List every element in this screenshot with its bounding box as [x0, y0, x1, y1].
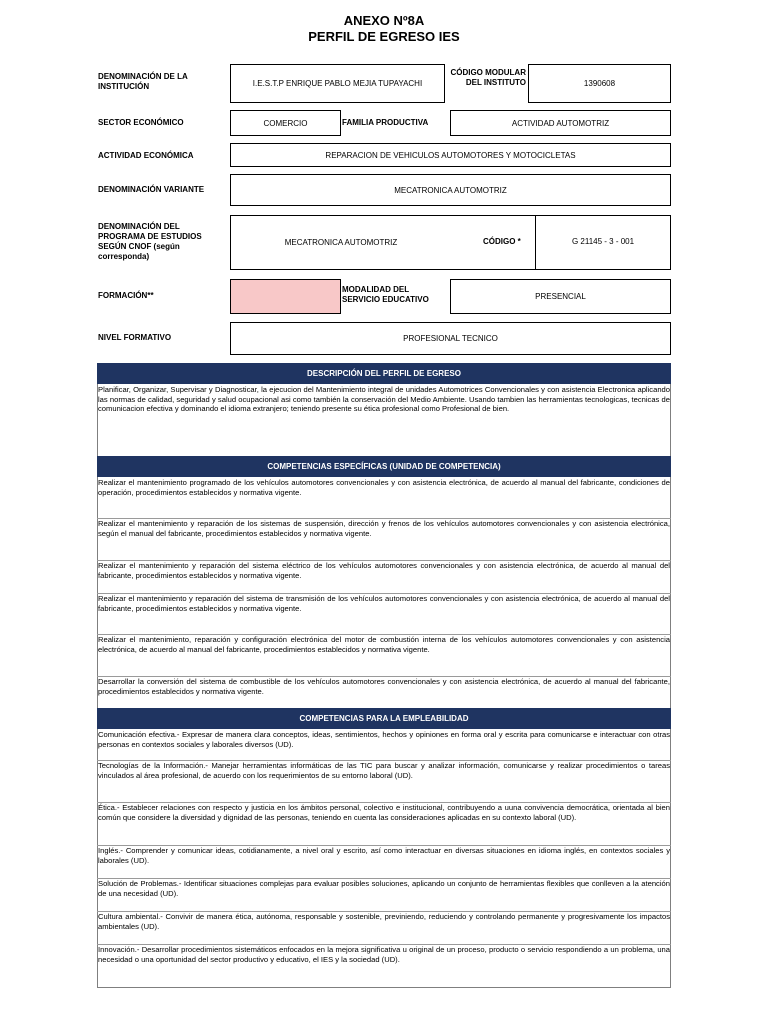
- institucion-field: I.E.S.T.P ENRIQUE PABLO MEJIA TUPAYACHI: [230, 64, 445, 103]
- institucion-label: DENOMINACIÓN DE LA INSTITUCIÓN: [98, 72, 188, 91]
- document-title: ANEXO Nº8A: [343, 13, 425, 28]
- codigo-modular-label: CÓDIGO MODULAR DEL INSTITUTO: [450, 68, 526, 87]
- formacion-label: FORMACIÓN**: [98, 291, 154, 300]
- codigo-modular-field: 1390608: [528, 64, 671, 103]
- codigo-label: CÓDIGO *: [483, 237, 521, 246]
- formacion-field: [230, 279, 341, 314]
- empleabilidad-item: Ética.- Establecer relaciones con respecto y justicia en los ámbitos personal, colectivo e institucional, contribuyendo a uuna convivencia democrática, orientada al bien común que considere la diversidad y dignidad de las personas, teniendo en cuenta las consideraciones aplicadas en su contexto laboral (UD).: [97, 802, 671, 845]
- empleabilidad-item: Inglés.- Comprender y comunicar ideas, cotidianamente, a nivel oral y escrito, así como interactuar en diversas situaciones en idioma inglés, en contextos sociales y laborales (UD).: [97, 845, 671, 878]
- empleabilidad-item: Solución de Problemas.- Identificar situaciones complejas para evaluar posibles soluciones, aplicando un conjunto de herramientas flexibles que conlleven a la atención de una necesidad (UD).: [97, 878, 671, 911]
- programa-field: MECATRONICA AUTOMOTRIZ: [284, 238, 398, 247]
- especificas-header: COMPETENCIAS ESPECÍFICAS (UNIDAD DE COMPETENCIA): [97, 456, 671, 477]
- especifica-item: Realizar el mantenimiento y reparación del sistema eléctrico de los vehículos automotores convencionales y con asistencia electrónica, de acuerdo al manual del fabricante, procedimientos establecidos y normativa vigente.: [97, 560, 671, 593]
- especifica-item: Realizar el mantenimiento programado de los vehículos automotores convencionales y con asistencia electrónica, de acuerdo al manual del fabricante, condiciones de operación, procedimientos establecidos y normativa vigente.: [98, 478, 670, 497]
- nivel-field: PROFESIONAL TECNICO: [230, 322, 671, 355]
- programa-label: DENOMINACIÓN DEL PROGRAMA DE ESTUDIOS SEGÚN CNOF (según corresponda): [98, 222, 202, 261]
- especifica-item: Realizar el mantenimiento, reparación y configuración electrónica del motor de combustión interna de los vehículos automotores convencionales y con asistencia electrónica, de acuerdo al manual del fabricante, procedimientos establecidos y normativa vigente.: [97, 634, 671, 676]
- familia-field: ACTIVIDAD AUTOMOTRIZ: [450, 110, 671, 136]
- especifica-item: Realizar el mantenimiento y reparación del sistema de transmisión de los vehículos automotores convencionales y con asistencia electrónica, de acuerdo al manual del fabricante, procedimientos establecidos y normativa vigente.: [97, 593, 671, 634]
- actividad-field: REPARACION DE VEHICULOS AUTOMOTORES Y MOTOCICLETAS: [230, 143, 671, 167]
- empleabilidad-item: Comunicación efectiva.- Expresar de manera clara conceptos, ideas, sentimientos, hechos y opiniones en forma oral y escrita para comunicarse e interactuar con otras personas en contextos sociales y laborales diversos (UD).: [98, 730, 670, 749]
- actividad-label: ACTIVIDAD ECONÓMICA: [98, 151, 194, 160]
- empleabilidad-item: Tecnologías de la Información.- Manejar herramientas informáticas de las TIC para buscar y analizar información, comunicarse y realizar procedimientos o tareas vinculados al área profesional, de acuerdo con los requerimientos de su entorno laboral (UD).: [97, 760, 671, 802]
- empleabilidad-item: Innovación.- Desarrollar procedimientos sistemáticos enfocados en la mejora significativa u original de un proceso, producto o servicio respondiendo a un problema, una necesidad o una oportunidad del sector productivo y educativo, el IES y la sociedad (UD).: [97, 944, 671, 988]
- variante-label: DENOMINACIÓN VARIANTE: [98, 185, 205, 194]
- especifica-item: Realizar el mantenimiento y reparación de los sistemas de suspensión, dirección y frenos de los vehículos automotores convencionales y con asistencia electrónica, según el manual del fabricante, procedimientos establecidos y normativa vigente.: [97, 518, 671, 560]
- empleabilidad-item: Cultura ambiental.- Convivir de manera ética, autónoma, responsable y sostenible, previniendo, reduciendo y controlando permanente y progresivamente los impactos ambientales (UD).: [97, 911, 671, 944]
- modalidad-label: MODALIDAD DEL SERVICIO EDUCATIVO: [342, 285, 429, 304]
- modalidad-field: PRESENCIAL: [450, 279, 671, 314]
- sector-field: COMERCIO: [230, 110, 341, 136]
- familia-label: FAMILIA PRODUCTIVA: [342, 118, 429, 127]
- codigo-field: G 21145 - 3 - 001: [571, 237, 635, 246]
- empleabilidad-header: COMPETENCIAS PARA LA EMPLEABILIDAD: [97, 708, 671, 729]
- perfil-text: Planificar, Organizar, Supervisar y Diagnosticar, la ejecucion del Mantenimiento integral de unidades Automotrices Convencionales y con asistencia Electronica aplicando las normas de calidad, seguridad y salud ocupacional asi como también la conservación del Medio Ambiente. Usando tambien las herramientas tecnologicas, tecnicas de comunicacion efectiva y dominando el idioma extranjero; teniendo presente su ética profesional como Profesional de bien.: [98, 385, 670, 414]
- perfil-header: DESCRIPCIÓN DEL PERFIL DE EGRESO: [97, 363, 671, 384]
- document-subtitle: PERFIL DE EGRESO IES: [308, 29, 460, 44]
- sector-label: SECTOR ECONÓMICO: [98, 118, 184, 127]
- nivel-label: NIVEL FORMATIVO: [98, 333, 172, 342]
- variante-field: MECATRONICA AUTOMOTRIZ: [230, 174, 671, 206]
- especifica-item: Desarrollar la conversión del sistema de combustible de los vehículos automotores convencionales y con asistencia electrónica, de acuerdo al manual del fabricante, procedimientos establecidos y normativa vigente.: [97, 676, 671, 708]
